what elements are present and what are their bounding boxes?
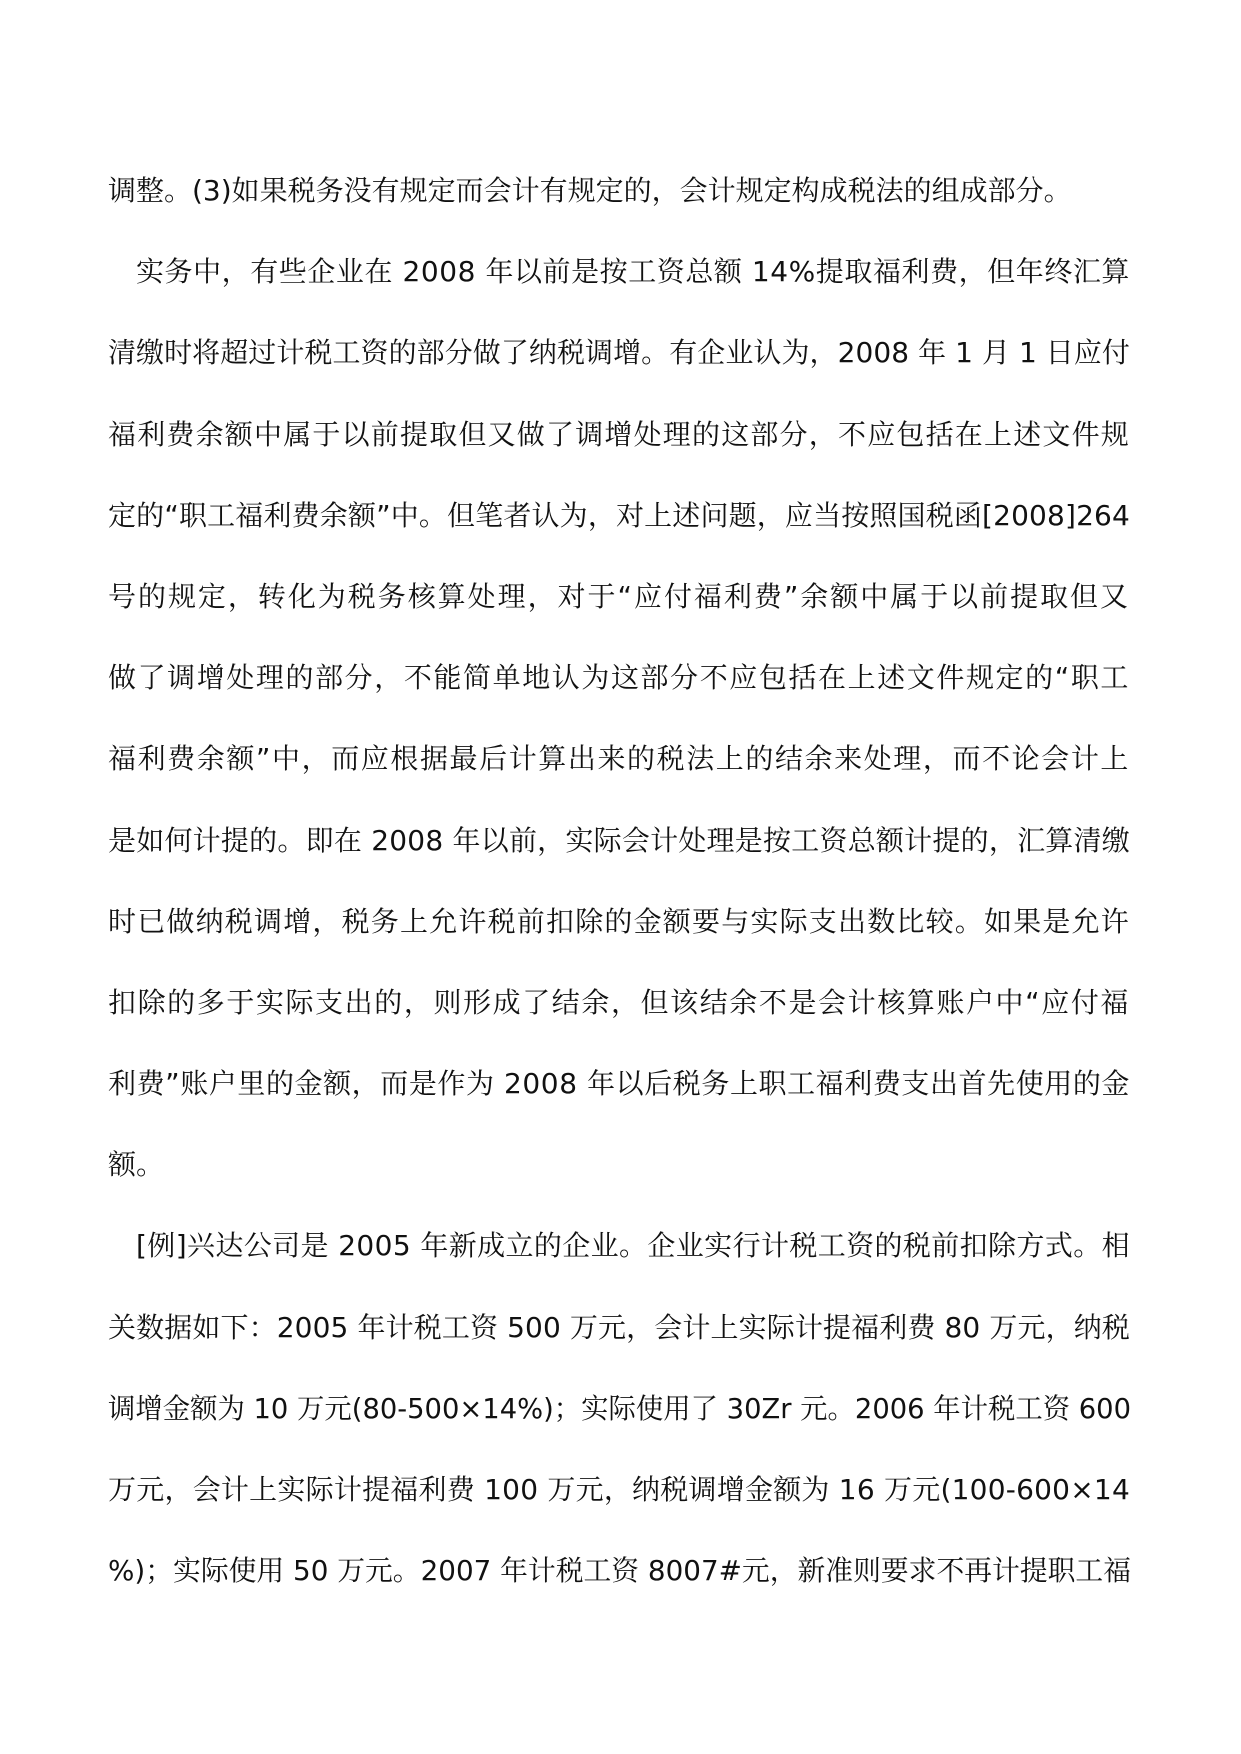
paragraph-line: [108, 394, 1131, 475]
line-text: 号的规定，转化为税务核算处理，对于“应付福利费”余额中属于以前提取但又: [108, 579, 1130, 613]
line-text: 福利费余额中属于以前提取但又做了调增处理的这部分，不应包括在上述文件规: [108, 417, 1130, 451]
paragraph-line: [108, 1124, 1131, 1205]
paragraph-line: [108, 1368, 1131, 1449]
line-text: 额。: [108, 1148, 165, 1182]
line-text: 调增金额为 10 万元(80-500×14%)；实际使用了 30Zr 元。2006 年计税工资 600: [108, 1391, 1131, 1425]
paragraph-line: [108, 312, 1131, 393]
line-text: 关数据如下：2005 年计税工资 500 万元，会计上实际计提福利费 80 万元，纳税: [108, 1310, 1130, 1344]
paragraph-line: [108, 718, 1131, 799]
paragraph-line: [108, 1449, 1131, 1530]
line-text: 万元，会计上实际计提福利费 100 万元，纳税调增金额为 16 万元(100-600×14: [108, 1473, 1130, 1506]
line-text: %)；实际使用 50 万元。2007 年计税工资 8007#元，新准则要求不再计提职工福: [108, 1554, 1131, 1588]
line-text: 做了调增处理的部分，不能简单地认为这部分不应包括在上述文件规定的“职工: [108, 661, 1130, 695]
paragraph-line: [108, 1043, 1131, 1124]
line-text: 调整。(3)如果税务没有规定而会计有规定的，会计规定构成税法的组成部分。: [108, 174, 1072, 207]
line-text: 清缴时将超过计税工资的部分做了纳税调增。有企业认为，2008 年 1 月 1 日应付: [108, 336, 1130, 370]
paragraph-line: [108, 962, 1131, 1043]
line-text: 是如何计提的。即在 2008 年以前，实际会计处理是按工资总额计提的，汇算清缴: [108, 823, 1130, 857]
line-text: 利费”账户里的金额，而是作为 2008 年以后税务上职工福利费支出首先使用的金: [108, 1067, 1130, 1101]
paragraph-line: [108, 881, 1131, 962]
paragraph-line: [108, 1287, 1131, 1368]
line-text: [例]兴达公司是 2005 年新成立的企业。企业实行计税工资的税前扣除方式。相: [136, 1229, 1130, 1263]
paragraph-line: [108, 637, 1131, 718]
paragraph-line: [108, 1205, 1131, 1286]
line-text: 时已做纳税调增，税务上允许税前扣除的金额要与实际支出数比较。如果是允许: [108, 904, 1130, 938]
paragraph-line: [108, 800, 1131, 881]
paragraph-line: [108, 475, 1131, 556]
paragraph-line: [108, 1530, 1131, 1611]
line-text: 实务中，有些企业在 2008 年以前是按工资总额 14%提取福利费，但年终汇算: [136, 255, 1130, 289]
paragraph-line: [108, 231, 1131, 312]
line-text: 扣除的多于实际支出的，则形成了结余，但该结余不是会计核算账户中“应付福: [108, 985, 1130, 1019]
line-text: 定的“职工福利费余额”中。但笔者认为，对上述问题，应当按照国税函[2008]264: [108, 498, 1130, 532]
line-text: 福利费余额”中，而应根据最后计算出来的税法上的结余来处理，而不论会计上: [108, 742, 1130, 776]
document-body: [108, 150, 1131, 1611]
paragraph-line: [108, 556, 1131, 637]
paragraph-line: [108, 150, 1131, 231]
